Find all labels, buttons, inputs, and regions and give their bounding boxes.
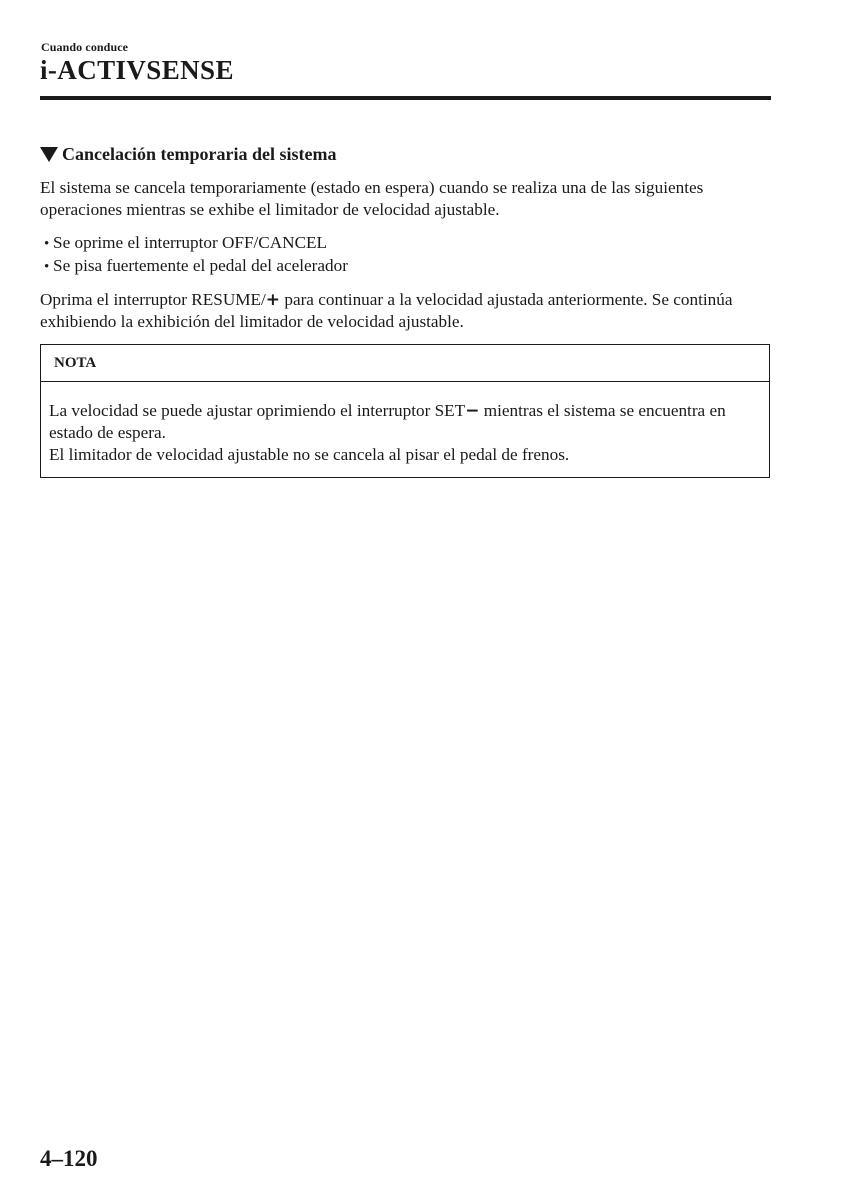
resume-paragraph — [40, 289, 775, 333]
note-line-1 — [49, 400, 769, 444]
section-heading-text: Cancelación temporaria del sistema — [62, 144, 337, 164]
note-text-end: mientras el sistema se encuentra en estado de espera. — [49, 401, 726, 442]
operation-list — [44, 232, 348, 278]
title-rule — [40, 96, 771, 100]
list-item: • Se pisa fuertemente el pedal del acelerador — [44, 255, 348, 278]
note-text-start: La velocidad se puede ajustar oprimiendo el interruptor SET — [49, 401, 466, 420]
note-box — [40, 344, 770, 478]
resume-text-end: para continuar a la velocidad ajustada anteriormente. Se continúa exhibiendo la exhibición del limitador de velocidad ajustable. — [40, 290, 733, 331]
page-number: 4–120 — [40, 1146, 98, 1171]
triangle-marker-icon — [40, 147, 58, 162]
chapter-label: Cuando conduce — [41, 40, 129, 54]
note-label: NOTA — [41, 345, 769, 382]
resume-text-start: Oprima el interruptor RESUME/ — [40, 290, 266, 309]
section-heading — [40, 143, 336, 165]
note-line-2: El limitador de velocidad ajustable no se cancela al pisar el pedal de frenos. — [49, 445, 570, 464]
list-item: • Se oprime el interruptor OFF/CANCEL — [44, 232, 348, 255]
minus-icon: − — [465, 401, 480, 421]
intro-paragraph: El sistema se cancela temporariamente (estado en espera) cuando se realiza una de las siguientes operaciones mientras se exhibe el limitador de velocidad ajustable. — [40, 178, 704, 219]
plus-icon: + — [265, 290, 281, 310]
page-title: i-ACTIVSENSE — [40, 55, 234, 85]
note-body — [41, 382, 769, 466]
